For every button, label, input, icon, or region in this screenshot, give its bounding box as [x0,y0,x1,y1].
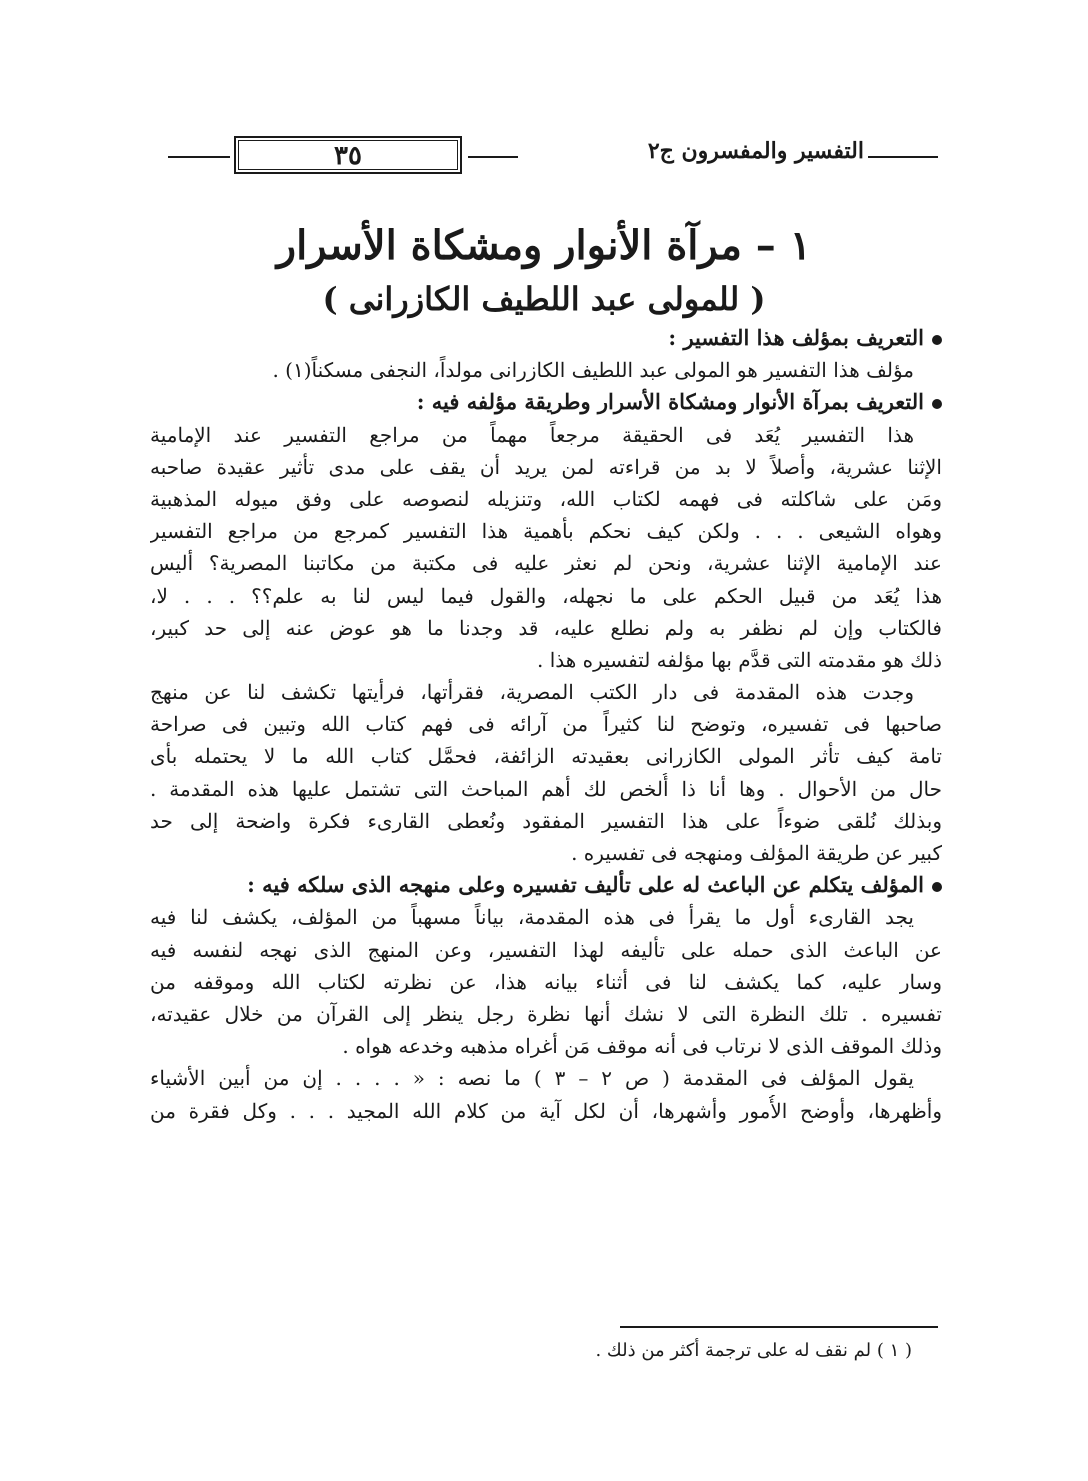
text-line: ومَن على شاكلته فى فهمه لكتاب الله، وتنزيله لنصوصه على وفق ميوله المذهبية [150,486,942,511]
header-rule-middle [468,156,518,158]
text-line: مؤلف هذا التفسير هو المولى عبد اللطيف الكازرانى مولداً، النجفى مسكناً(١) . [272,358,914,383]
chapter-subtitle: ( للمولى عبد اللطيف الكازرانى ) [322,280,766,318]
footnote: ( ١ ) لم نقف له على ترجمة أكثر من ذلك . [595,1340,912,1361]
page-number-box [234,136,462,174]
bullet-icon [932,335,942,345]
text-line: صاحبها فى تفسيره، وتوضح لنا كثيراً من آرائه فى فهم كتاب الله وتبين فى صراحة [150,712,942,737]
chapter-title: ١ – مرآة الأنوار ومشكاة الأسرار [276,222,812,269]
text-line: حال من الأحوال . وها أنا ذا أُلخص لك أهم المباحث التى تشتمل عليها هذه المقدمة . [150,776,942,801]
body-text [150,322,942,1127]
bullet-icon [932,882,942,892]
text-line: ذلك هو مقدمته التى قدَّم بها مؤلفه لتفسيره هذا . [537,647,942,672]
text-line: وسار عليه، كما يكشف لنا فى أثناء بيانه هذا، عن نظرته لكتاب الله وموقفه من [150,969,942,994]
text-line: عند الإمامية الإثنا عشرية، ونحن لم نعثر عليه فى مكتبة من مكاتبنا المصرية؟ أليس [150,551,942,576]
text-line: عن الباعث الذى حمله على تأليفه لهذا التفسير، وعن المنهج الذى نهجه لنفسه فيه [150,937,942,962]
text-line: هذا التفسير يُعَد فى الحقيقة مرجعاً مهماً من مراجع التفسير عند الإمامية [150,422,914,447]
text-line: وأظهرها، وأوضح الأُمور وأشهرها، أن لكل آية من كلام الله المجيد . . . وكل فقرة من [150,1098,942,1123]
text-line: هذا يُعَد من قبيل الحكم على ما نجهله، والقول فيما ليس لنا به علم؟؟ . . . لا، [150,583,942,608]
section-heading: التعريف بمرآة الأنوار ومشكاة الأسرار وطريقة مؤلفه فيه : [150,386,942,418]
running-header-title: التفسير والمفسرون ج٢ [647,138,864,164]
text-line: يقول المؤلف فى المقدمة ( ص ٢ – ٣ ) ما نصه : « . . . . إن من أبين الأشياء [150,1066,914,1091]
text-line: تفسيره . تلك النظرة التى لا نشك أنها نظرة رجل ينظر إلى القرآن من خلال عقيدته، [150,1001,942,1026]
bullet-icon [932,399,942,409]
text-line: وهواه الشيعى . . . ولكن كيف نحكم بأهمية هذا التفسير كمرجع من مراجع التفسير [150,519,942,544]
section-heading: المؤلف يتكلم عن الباعث له على تأليف تفسيره وعلى منهجه الذى سلكه فيه : [150,869,942,901]
text-line: الإثنا عشرية، وأصلاً لا بد من قراءته لمن يريد أن يقف على مدى تأثير عقيدة صاحبه [150,454,942,479]
text-line: كبير عن طريقة المؤلف ومنهجه فى تفسيره . [571,841,942,865]
footnote-rule [620,1326,938,1328]
section-heading: التعريف بمؤلف هذا التفسير : [150,322,942,354]
text-line: وبذلك نُلقى ضوءاً على هذا التفسير المفقود ونُعطى القارىء فكرة واضحة إلى حد [150,808,942,833]
text-line: يجد القارىء أول ما يقرأ فى هذه المقدمة، بياناً مسهباً من المؤلف، يكشف لنا فيه [150,905,915,930]
page-number: ٣٥ [334,141,362,171]
text-line: تامة كيف تأثر المولى الكازرانى بعقيدته الزائفة، فحمَّل كتاب الله ما لا يحتمله بأى [150,744,942,769]
text-line: وجدت هذه المقدمة فى دار الكتب المصرية، فقرأتها، فرأيتها تكشف لنا عن منهج [150,680,914,705]
running-header [168,136,938,176]
text-line: وذلك الموقف الذى لا نرتاب فى أنه موقف مَن أغراه مذهبه وخدعه هواه . [342,1034,942,1059]
header-rule-right [868,156,938,158]
header-rule-left [168,156,230,158]
text-line: فالكتاب وإن لم نظفر به ولم نطلع عليه، قد وجدنا ما هو عوض عنه إلى حد كبير، [150,615,942,640]
